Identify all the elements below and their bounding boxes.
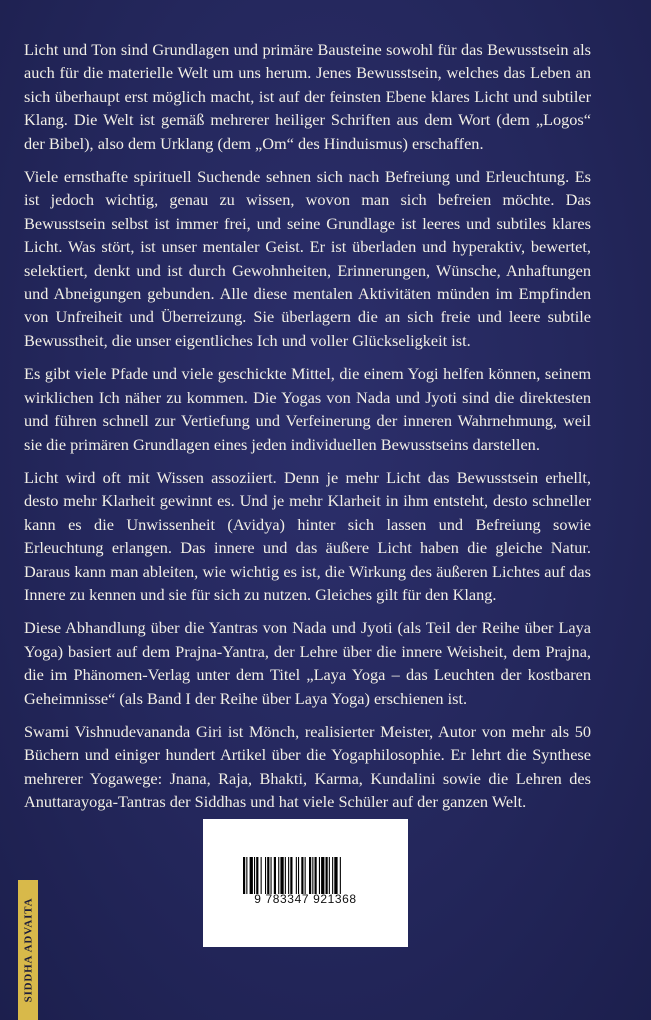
barcode-bar: [278, 857, 279, 894]
barcode-bar: [271, 857, 272, 894]
paragraph-treatise: Diese Abhandlung über die Yantras von Nada und Jyoti (als Teil der Reihe über Laya Yoga) basiert auf dem Prajna-Yantra, der Lehre über die innere Weisheit, dem Prajna, die im Phänomen-Verlag unter dem Titel „Laya Yoga – das Leuchten der kostbaren Geheimnisse“ (als Band I der Reihe über Laya Yoga) erschienen ist.: [24, 618, 591, 708]
series-label-text: SIDDHA ADVAITA: [22, 897, 34, 1003]
paragraph-intro: Licht und Ton sind Grundlagen und primäre Bausteine sowohl für das Bewusstsein als auch für die materielle Welt um uns herum. Jenes Bewusstsein, welches das Leben an sich überhaupt erst möglich macht, ist auf der feinsten Ebene klares Licht und subtiler Klang. Die Welt ist gemäß mehrerer heiliger Schriften aus dem Wort (dem „Logos“ der Bibel), also dem Urklang (dem „Om“ des Hinduismus) erschaffen.: [24, 40, 591, 153]
barcode-bar: [298, 857, 299, 894]
barcode-bar: [321, 857, 324, 894]
paragraph-liberation: Viele ernsthafte spirituell Suchende sehnen sich nach Befreiung und Erleuchtung. Es ist jedoch wichtig, genau zu wissen, wovon man sich befreien möchte. Das Bewusstsein selbst ist immer frei, und seine Grundlage ist leeres und subtiles klares Licht. Was stört, ist unser mentaler Geist. Er ist überladen und hyperaktiv, bewertet, selektiert, denkt und ist durch Gewohnheiten, Erinnerungen, Wünsche, Anhaftungen und Abneigungen gebunden. Alle diese mentalen Aktivitäten münden im Empfinden von Unfreiheit und Überreizung. Sie überlagern die an sich freie und leere subtile Bewusstheit, die unser eigentliches Ich und voller Glückseligkeit ist.: [24, 167, 591, 350]
barcode-bar: [254, 857, 255, 894]
barcode-bar: [319, 857, 320, 894]
barcode-bar: [315, 857, 317, 894]
barcode-bar: [256, 857, 258, 894]
back-cover-text: [24, 38, 591, 824]
barcode-bar: [312, 857, 313, 894]
barcode-bar: [301, 857, 303, 894]
barcode-bars: [243, 857, 368, 894]
barcode-bar: [329, 857, 330, 894]
barcode-bar: [332, 857, 333, 894]
paragraph-author: Swami Vishnudevananda Giri ist Mönch, realisierter Meister, Autor von mehr als 50 Büchern und einiger hundert Artikel über die Yogaphilosophie. Er lehrt die Synthese mehrerer Yogawege: Jnana, Raja, Bhakti, Karma, Kundalini sowie die Lehren des Anuttarayoga-Tantras der Siddhas und hat viele Schüler auf der ganzen Welt.: [24, 721, 591, 812]
barcode-bar: [334, 857, 337, 894]
barcode-bar: [305, 857, 306, 894]
paragraph-paths: Es gibt viele Pfade und viele geschickte Mittel, die einem Yogi helfen können, seinem wirklichen Ich näher zu kommen. Die Yogas von Nada und Jyoti sind die direktesten und führen schnell zur Vertiefung und Verfeinerung der inneren Wahrnehmung, weil sie die primären Grundlagen eines jeden individuellen Bewusstseins darstellen.: [24, 364, 591, 454]
isbn-barcode: [203, 819, 408, 947]
paragraph-light: Licht wird oft mit Wissen assoziiert. Denn je mehr Licht das Bewusstsein erhellt, desto mehr Klarheit gewinnt es. Und je mehr Klarheit in ihm entsteht, desto schneller kann es die Unwissenheit (Avidya) hinter sich lassen und Befreiung sowie Erleuchtung erlangen. Das innere und das äußere Licht haben die gleiche Natur. Daraus kann man ableiten, wie wichtig es ist, die Wirkung des äußeren Lichtes auf das Innere zu kennen und sie für sich zu nutzen. Gleiches gilt für den Klang.: [24, 467, 591, 604]
barcode-bar: [285, 857, 286, 894]
barcode-bar: [246, 857, 247, 894]
barcode-bar: [280, 857, 283, 894]
barcode-bar: [296, 857, 297, 894]
barcode-bar: [326, 857, 328, 894]
barcode-bar: [274, 857, 276, 894]
barcode-bar: [261, 857, 262, 894]
barcode-bar: [309, 857, 311, 894]
barcode-bar: [288, 857, 289, 894]
barcode-bar: [267, 857, 269, 894]
barcode-bar: [340, 857, 341, 894]
barcode-bar: [290, 857, 292, 894]
barcode-number: 9 783347 921368: [254, 892, 357, 906]
barcode-bar: [265, 857, 266, 894]
series-label: [18, 880, 38, 1020]
barcode-bar: [243, 857, 245, 894]
barcode-bar: [250, 857, 253, 894]
